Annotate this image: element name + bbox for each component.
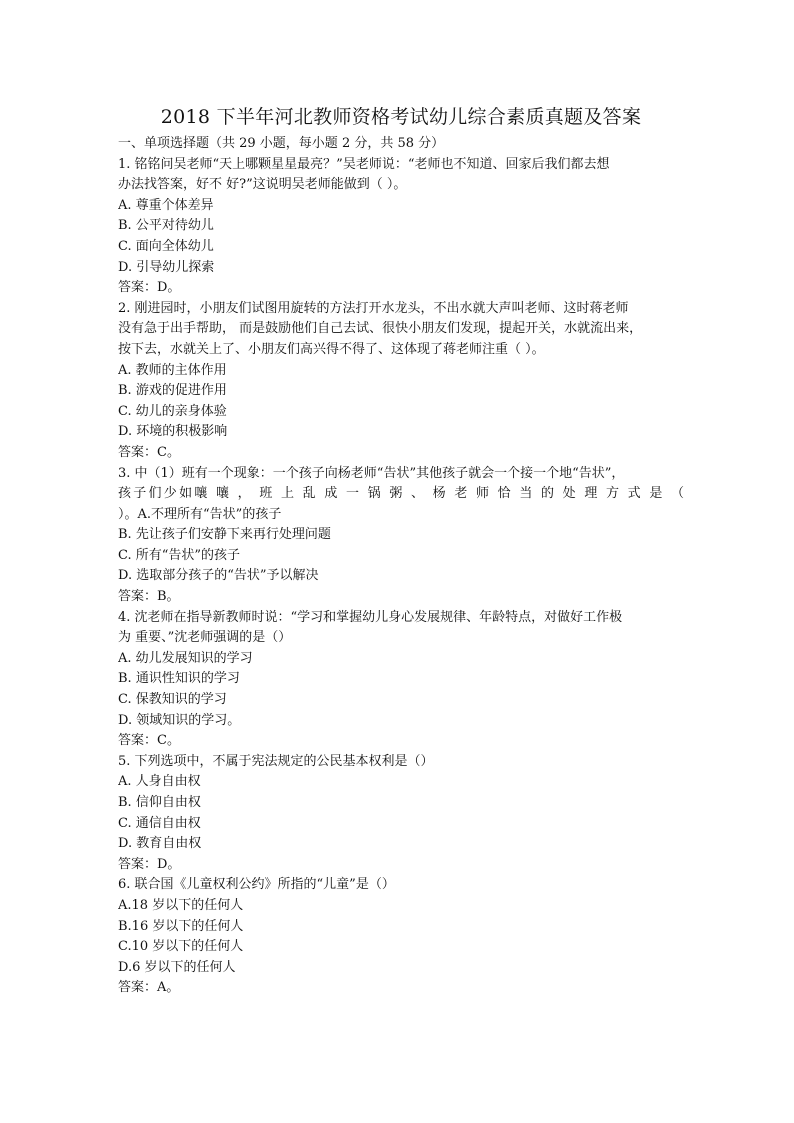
option-d: D. 环境的积极影响 bbox=[118, 424, 228, 440]
question-stem-line: 为 重要、”沈老师强调的是（） bbox=[118, 630, 292, 646]
question-stem-line: 4. 沈老师在指导新教师时说：“学习和掌握幼儿身心发展规律、年龄特点，对做好工作极 bbox=[118, 609, 623, 625]
question-2 bbox=[118, 299, 684, 464]
option-c: C. 面向全体幼儿 bbox=[118, 238, 214, 254]
question-stem-line: 1. 铭铭问吴老师“天上哪颗星星最亮？”吴老师说：“老师也不知道、回家后我们都去想 bbox=[118, 156, 610, 172]
question-1 bbox=[118, 155, 684, 299]
option-b: B. 信仰自由权 bbox=[118, 795, 201, 810]
option-c: C.10 岁以下的任何人 bbox=[118, 939, 244, 955]
answer-line: 答案：D。 bbox=[118, 856, 181, 872]
question-stem-line: 3. 中（1）班有一个现象：一个孩子向杨老师“告状”其他孩子就会一个接一个地“告状”， bbox=[118, 465, 625, 481]
option-b: B. 公平对待幼儿 bbox=[118, 218, 214, 234]
question-stem-line: 办法找答案，好不 好?”这说明吴老师能做到（ ）。 bbox=[118, 177, 407, 193]
option-d: D.6 岁以下的任何人 bbox=[118, 959, 236, 975]
question-stem-line: 5. 下列选项中，不属于宪法规定的公民基本权利是（） bbox=[118, 753, 434, 769]
option-b: B.16 岁以下的任何人 bbox=[118, 918, 244, 934]
option-c: C. 通信自由权 bbox=[118, 815, 201, 831]
question-3 bbox=[118, 464, 684, 608]
question-4 bbox=[118, 608, 684, 752]
option-a: A.18 岁以下的任何人 bbox=[118, 897, 244, 913]
option-d: D. 教育自由权 bbox=[118, 836, 202, 852]
option-b: B. 通识性知识的学习 bbox=[118, 671, 240, 687]
question-stem-line: 没有急于出手帮助， 而是鼓励他们自己去试、很快小朋友们发现，提起开关，水就流出来， bbox=[118, 321, 643, 337]
question-stem-line: 孩子们少如嚷 嚷 ， 班 上 乱 成 一 锅 粥 、 杨 老 师 恰 当 的 处 理 方 式 是 （ bbox=[118, 486, 684, 502]
option-d: D. 引导幼儿探索 bbox=[118, 259, 215, 275]
option-c: C. 幼儿的亲身体验 bbox=[118, 403, 227, 419]
answer-line: 答案：A。 bbox=[118, 980, 180, 996]
option-a: A. 人身自由权 bbox=[118, 774, 201, 790]
option-a: A. 幼儿发展知识的学习 bbox=[118, 650, 253, 666]
option-d: D. 选取部分孩子的“告状”予以解决 bbox=[118, 568, 319, 584]
question-5 bbox=[118, 752, 684, 876]
section-heading: 一、单项选择题（共 29 小题，每小题 2 分，共 58 分） bbox=[118, 136, 445, 151]
option-b: B. 游戏的促进作用 bbox=[118, 383, 227, 399]
document-title: 2018 下半年河北教师资格考试幼儿综合素质真题及答案 bbox=[160, 106, 642, 128]
answer-line: 答案：B。 bbox=[118, 589, 180, 605]
question-stem-line: 2. 刚进园时，小朋友们试图用旋转的方法打开水龙头，不出水就大声叫老师、这时蒋老师 bbox=[118, 300, 629, 316]
answer-line: 答案：C。 bbox=[118, 444, 180, 460]
question-stem-line: ）。A.不理所有“告状”的孩子 bbox=[118, 506, 282, 522]
question-stem-line: 按下去，水就关上了、小朋友们高兴得不得了、这体现了蒋老师注重（ ）。 bbox=[118, 341, 545, 357]
option-d: D. 领域知识的学习。 bbox=[118, 712, 241, 728]
option-b: B. 先让孩子们安静下来再行处理问题 bbox=[118, 527, 331, 543]
answer-line: 答案：D。 bbox=[118, 280, 181, 296]
option-c: C. 保教知识的学习 bbox=[118, 692, 227, 708]
question-6 bbox=[118, 875, 684, 999]
option-c: C. 所有“告状”的孩子 bbox=[118, 547, 241, 563]
question-stem-line: 6. 联合国《儿童权利公约》所指的“儿童”是（） bbox=[118, 877, 395, 893]
option-a: A. 教师的主体作用 bbox=[118, 362, 227, 378]
answer-line: 答案：C。 bbox=[118, 733, 180, 749]
option-a: A. 尊重个体差异 bbox=[118, 197, 214, 213]
